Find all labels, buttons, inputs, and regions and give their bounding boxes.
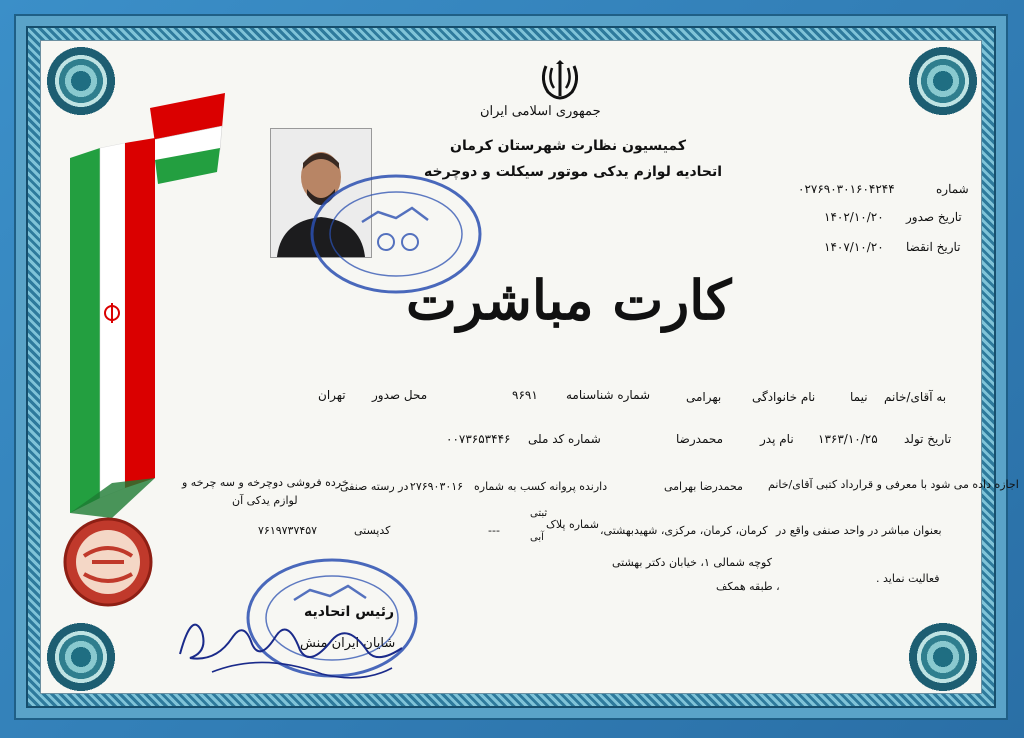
header-line-3: اتحادیه لوازم یدکی موتور سیکلت و دوچرخه — [424, 164, 723, 180]
corner-ornament-icon — [908, 46, 978, 116]
family-value: بهرامی — [686, 390, 722, 404]
plate-registered: ثبتی — [530, 508, 548, 519]
name-label: به آقای/خانم — [884, 390, 947, 404]
postal-value: ۷۶۱۹۷۳۷۴۵۷ — [258, 524, 318, 537]
permit-closing: فعالیت نماید . — [876, 572, 940, 585]
signer-name: شایان ایران منش — [300, 636, 396, 651]
place-label: محل صدور — [372, 388, 428, 402]
header-line-1: جمهوری اسلامی ایران — [480, 104, 601, 119]
expiry-date-value: ۱۴۰۷/۱۰/۲۰ — [824, 240, 884, 254]
number-label: شماره — [936, 182, 969, 196]
unit-location-label: بعنوان مباشر در واحد صنفی واقع در — [776, 524, 942, 537]
id-value: ۹۶۹۱ — [512, 388, 538, 402]
place-value: تهران — [318, 388, 346, 402]
license-number: ۰۲۷۶۹۰۳۰۱۶ — [404, 480, 464, 493]
national-id-value: ۰۰۷۳۶۵۳۴۴۶ — [446, 432, 511, 446]
address-line: کوچه شمالی ۱، خیابان دکتر بهشتی — [612, 556, 772, 569]
unit-location-value: کرمان، کرمان، مرکزی، شهیدبهشتی، — [600, 524, 768, 537]
guild-value: خرده فروشی دوچرخه و سه چرخه و — [182, 476, 349, 489]
header-line-2: کمیسیون نظارت شهرستان کرمان — [450, 138, 686, 154]
guild-value-cont: لوازم یدکی آن — [232, 494, 298, 507]
issue-date-label: تاریخ صدور — [906, 210, 962, 224]
license-label: دارنده پروانه کسب به شماره — [474, 480, 608, 493]
card-title: کارت مباشرت — [406, 268, 732, 332]
plate-value: --- — [488, 524, 500, 537]
family-label: نام خانوادگی — [752, 390, 816, 404]
iran-emblem-icon — [538, 58, 582, 102]
agent-name: محمدرضا بهرامی — [664, 480, 743, 493]
issue-date-value: ۱۴۰۲/۱۰/۲۰ — [824, 210, 884, 224]
expiry-date-label: تاریخ انقضا — [906, 240, 961, 254]
corner-ornament-icon — [46, 622, 116, 692]
flag-ribbon-icon — [60, 88, 230, 518]
number-value: ۰۲۷۶۹۰۳۰۱۶۰۴۲۴۴ — [798, 182, 895, 196]
handwritten-signature-icon — [172, 592, 412, 692]
plate-label: شماره پلاک — [546, 518, 599, 531]
name-value: نیما — [850, 390, 868, 404]
permit-intro: اجازه داده می شود با معرفی و قرارداد کتبی آقای/خانم — [768, 478, 1019, 491]
postal-label: کدپستی — [354, 524, 391, 537]
address-floor: ، طبقه همکف — [716, 580, 780, 593]
father-label: نام پدر — [760, 432, 794, 446]
birth-value: ۱۳۶۳/۱۰/۲۵ — [818, 432, 878, 446]
father-value: محمدرضا — [676, 432, 724, 446]
corner-ornament-icon — [908, 622, 978, 692]
guild-label: در رسته صنفی — [340, 480, 409, 493]
plate-blue: آبی — [530, 532, 544, 543]
ministry-seal-icon — [62, 516, 154, 608]
id-label: شماره شناسنامه — [566, 388, 651, 402]
birth-label: تاریخ تولد — [904, 432, 952, 446]
national-id-label: شماره کد ملی — [528, 432, 601, 446]
signer-role: رئیس اتحادیه — [304, 604, 395, 620]
